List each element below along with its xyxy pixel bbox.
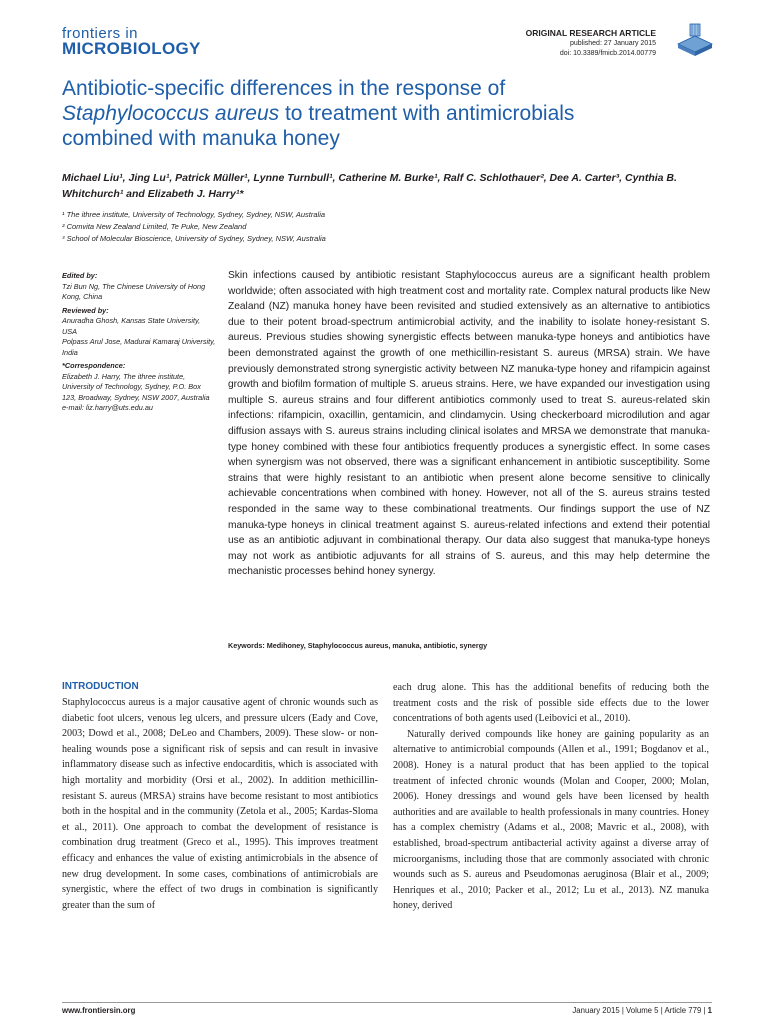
introduction-heading: INTRODUCTION bbox=[62, 681, 139, 692]
authors: Michael Liu¹, Jing Lu¹, Patrick Müller¹, Lynne Turnbull¹, Catherine M. Burke¹, Ralf C. Schlothauer², Dee A. Carter³, Cynthia B. Whitchurch¹ and Elizabeth J. Harry¹* bbox=[62, 172, 677, 200]
title-line3: combined with manuka honey bbox=[62, 127, 340, 150]
body-column-1 bbox=[62, 695, 378, 913]
footer-info bbox=[572, 1006, 712, 1015]
article-title bbox=[62, 76, 722, 151]
title-line1: Antibiotic-specific differences in the response of bbox=[62, 77, 506, 100]
email-link[interactable]: e-mail: liz.harry@uts.edu.au bbox=[62, 403, 153, 412]
footer-divider bbox=[62, 1002, 712, 1003]
correspondence: Elizabeth J. Harry, The ithree institute, University of Technology, Sydney, P.O. Box 123, Broadway, Sydney, NSW 2007, Australia bbox=[62, 371, 210, 402]
reviewer-1: Anuradha Ghosh, Kansas State University, USA bbox=[62, 316, 201, 336]
intro-paragraph-1: Staphylococcus aureus is a major causative agent of chronic wounds such as diabetic foot ulcers, venous leg ulcers, and pressure ulcers (Eady and Cove, 2003; Dowd et al., 2008; DeLeo and Chambers, 2009). These slow- or non-healing wounds pose a significant risk of sepsis and can result in invasive inflammatory disease such as infective endocarditis, which is associated with high mortality and morbidity (Orsi et al., 2002). In addition methicillin-resistant S. aureus (MRSA) strains have become resistant to most antibiotics both in the hospital and in the community (Zetola et al., 2005; Kardas-Sloma et al., 2011). One approach to combat the development of resistance is combination drug treatment (Greco et al., 1995). This improves treatment efficacy and enhances the value of existing antimicrobials in the absence of new drug development. In some cases, combinations of antimicrobials are synergistic, where the effect of two drugs in combination is significantly greater than the sum of bbox=[62, 697, 378, 911]
affiliation-3: ³ School of Molecular Bioscience, University of Sydney, Sydney, NSW, Australia bbox=[62, 234, 326, 243]
affiliation-2: ² Comvita New Zealand Limited, Te Puke, New Zealand bbox=[62, 222, 247, 231]
reviewed-by-heading: Reviewed by: bbox=[62, 305, 109, 315]
footer-url[interactable]: www.frontiersin.org bbox=[62, 1006, 136, 1015]
body-column-2 bbox=[393, 680, 709, 914]
edited-by-heading: Edited by: bbox=[62, 271, 98, 280]
journal-logo-bottom: MICROBIOLOGY bbox=[62, 39, 201, 58]
title-line2: to treatment with antimicrobials bbox=[279, 102, 575, 125]
affiliation-1: ¹ The ithree institute, University of Technology, Sydney, Sydney, NSW, Australia bbox=[62, 210, 326, 219]
abstract bbox=[228, 268, 710, 580]
doi: doi: 10.3389/fmicb.2014.00779 bbox=[559, 50, 656, 57]
published-date: published: 27 January 2015 bbox=[569, 40, 656, 47]
title-species: Staphylococcus aureus bbox=[62, 102, 280, 125]
editor: Tzi Bun Ng, The Chinese University of Hong Kong, China bbox=[62, 281, 206, 301]
keywords: Keywords: Medihoney, Staphylococcus aureus, manuka, antibiotic, synergy bbox=[228, 641, 488, 650]
page-number: 1 bbox=[707, 1006, 712, 1015]
intro-paragraph-2: Naturally derived compounds like honey are gaining popularity as an alternative to antimicrobial compounds (Allen et al., 1991; Bogdanov et al., 2008). Honey is a natural product that has been applied to the topical treatment of infected chronic wounds (Molan and Cooper, 2000; Molan, 2006). Honey dressings and wound gels have been licensed by health authorities and are available to health professionals in many countries. Honey has a complex chemistry (Adams et al., 2008; Mavric et al., 2008), with established, broad-spectrum antibacterial activity against a diverse array of microorganisms, including those that are commonly associated with chronic wounds such as S. aureus and Pseudomonas aeruginosa (Blair et al., 2009; Henriques et al., 2010; Packer et al., 2012; Lu et al., 2013). NZ manuka honey, derived bbox=[393, 728, 709, 912]
correspondence-heading: *Correspondence: bbox=[62, 361, 126, 370]
reviewer-2: Polpass Arul Jose, Madurai Kamaraj University, India bbox=[62, 337, 216, 357]
footer-issue: January 2015 | Volume 5 | Article 779 | bbox=[572, 1006, 706, 1015]
journal-icon bbox=[674, 18, 716, 58]
abstract-text: Skin infections caused by antibiotic resistant Staphylococcus aureus are a significant health problem worldwide; often associated with high treatment cost and mortality rate. Complex natural products like New Zealand (NZ) manuka honey have been revisited and studied extensively as an alternative to antibiotics due to their potent broad-spectrum antimicrobial activity, and the inability to isolate honey-resistant S. aureus. Previous studies showing synergistic effects between manuka-type honeys and antibiotics have been demonstrated against the growth of one methicillin-resistant S. aureus (MRSA) strain. We have previously demonstrated strong synergistic activity between NZ manuka-type honey and rifampicin against growth and biofilm formation of multiple S. arueus strains. Here, we have expanded our investigation using multiple S. aureus strains and four different antibiotics commonly used to treat S. aureus-related skin infections: rifampicin, oxacillin, gentamicin, and clindamycin. Using checkerboard microdilution and agar diffusion assays with S. aureus strains including clinical isolates and MRSA we demonstrate that manuka-type honey combined with these four antibiotics frequently produces a synergistic effect. In some cases when synergism was not observed, there was a significant enhancement in antibiotic susceptibility. Some strains that were highly resistant to an antibiotic when present alone become sensitive to clinically achievable concentrations when combined with honey. However, not all of the S. aureus strains tested responded in the same way to these combinational treatments. Our findings support the use of NZ manuka-type honeys in clinical treatment against S. aureus-related infections and extend their potential use as an antibiotic adjuvant in combinational therapy. Our data also suggest that manuka-type honeys may not work as antibiotic adjuvants for all strains of S. aureus, and this may help determine the mechanistic processes behind honey synergy. bbox=[228, 270, 710, 578]
intro-paragraph-1-cont: each drug alone. This has the additional benefits of reducing both the treatment costs and the risk of possible side effects due to the lower concentrations of both agents used (Leibovici et al., 2010). bbox=[393, 682, 709, 725]
article-type: ORIGINAL RESEARCH ARTICLE bbox=[525, 28, 656, 38]
journal-logo-top: frontiers in bbox=[62, 25, 139, 42]
sidebar bbox=[62, 268, 217, 414]
affiliations bbox=[62, 209, 326, 245]
